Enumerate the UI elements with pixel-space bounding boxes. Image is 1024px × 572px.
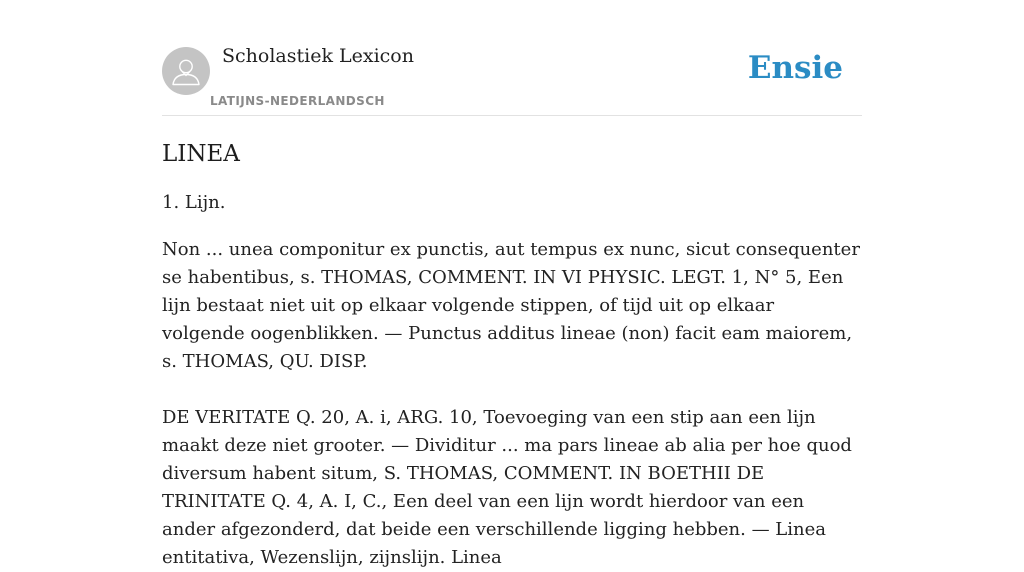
- site-header: [162, 0, 862, 116]
- entry-paragraph: DE VERITATE Q. 20, A. i, ARG. 10, Toevoeging van een stip aan een lijn maakt deze niet grooter. — Dividitur ... ma pars lineae ab alia per hoe quod diversum habent situm, S. THOMAS, COMMENT. IN BOETHII DE TRINITATE Q. 4, A. I, C., Een deel van een lijn wordt hierdoor van een ander afgezonderd, dat beide een verschillende ligging hebben. — Linea entitativa, Wezenslijn, zijnslijn. Linea: [162, 407, 852, 568]
- entry-sense: 1. Lijn.: [162, 192, 226, 213]
- ensie-logo-link[interactable]: Ensie: [747, 50, 843, 86]
- user-silhouette-icon: [162, 47, 210, 95]
- lexicon-title[interactable]: Scholastiek Lexicon: [222, 45, 414, 67]
- author-avatar[interactable]: [162, 47, 210, 95]
- entry-title: LINEA: [162, 141, 240, 167]
- entry-paragraph: Non ... unea componitur ex punctis, aut tempus ex nunc, sicut consequenter se habentibus, s. THOMAS, COMMENT. IN VI PHYSIC. LEGT. 1, N° 5, Een lijn bestaat niet uit op elkaar volgende stippen, of tijd uit op elkaar volgende oogenblikken. — Punctus additus lineae (non) facit eam maiorem, s. THOMAS, QU. DISP.: [162, 239, 860, 372]
- entry-content: [162, 138, 862, 572]
- lexicon-subtitle: LATIJNS-NEDERLANDSCH: [210, 94, 385, 108]
